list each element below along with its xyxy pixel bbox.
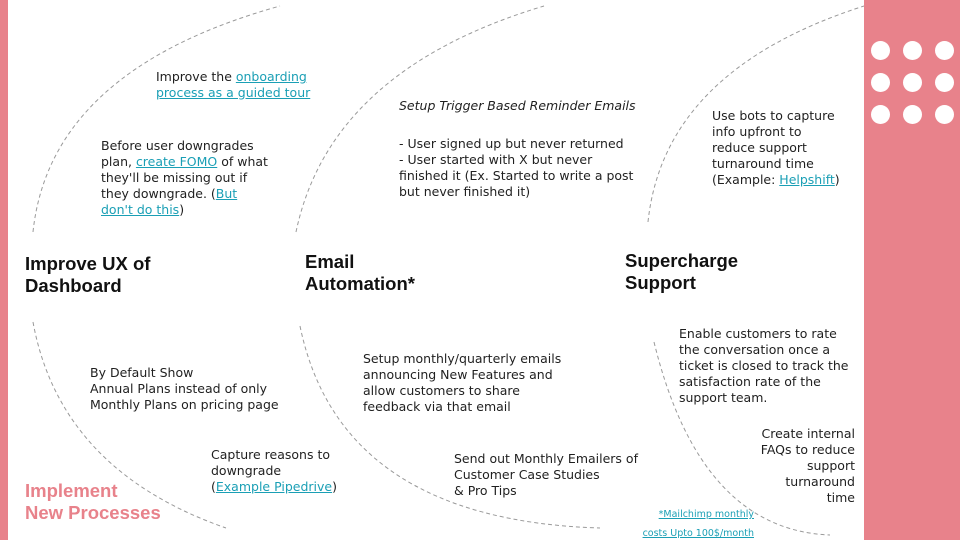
bots-tip (712, 108, 840, 188)
downgrade-line: plan, (101, 154, 136, 169)
tip-line: announcing New Features and (363, 367, 553, 382)
tip-line: ( (211, 479, 216, 494)
create-fomo-link[interactable]: create FOMO (135, 154, 218, 169)
tip-line: downgrade (211, 463, 282, 478)
monthly-emailers-tip (454, 451, 638, 499)
tip-line: reduce support (712, 140, 807, 155)
downgrade-line: ) (179, 202, 185, 217)
tip-line: support team. (679, 390, 768, 405)
heading-line: Support (625, 272, 696, 293)
tip-line: support (807, 458, 855, 473)
downgrade-line: they downgrade. ( (101, 186, 216, 201)
downgrade-line: of what (217, 154, 268, 169)
list-item: - User started with X but never (399, 152, 593, 167)
list-item: - User signed up but never returned (399, 136, 624, 151)
default-show-tip (90, 365, 279, 413)
tip-line: (Example: (712, 172, 780, 187)
tip-line: FAQs to reduce (760, 442, 855, 457)
tip-line: Annual Plans instead of only (90, 381, 268, 396)
decor-dot (935, 73, 954, 92)
trigger-emails-list (399, 136, 633, 200)
tip-line: Capture reasons to (211, 447, 331, 462)
decor-dot (935, 105, 954, 124)
heading-improve-ux (25, 253, 150, 297)
tip-line: By Default Show (90, 365, 194, 380)
heading-supercharge-support (625, 250, 738, 294)
tip-line: ticket is closed to track the (679, 358, 849, 373)
heading-email-automation (305, 251, 415, 295)
tip-line: turnaround (785, 474, 855, 489)
downgrade-tip (101, 138, 268, 218)
tip-line: allow customers to share (363, 383, 520, 398)
decor-dot (871, 105, 890, 124)
heading-implement-new-processes (25, 480, 161, 524)
list-item: but never finished it) (399, 184, 531, 199)
decor-dot (903, 73, 922, 92)
mailchimp-footnote-link[interactable]: *Mailchimp monthly (658, 509, 754, 520)
heading-line: New Processes (25, 502, 161, 523)
but-link[interactable]: But (215, 186, 238, 201)
decor-dot (903, 105, 922, 124)
tip-line: feedback via that email (363, 399, 511, 414)
downgrade-line: Before user downgrades (101, 138, 254, 153)
dont-do-this-link[interactable]: don't do this (101, 202, 180, 217)
internal-faq-tip (735, 426, 855, 506)
heading-line: Automation* (305, 273, 415, 294)
onboarding-link[interactable]: onboarding (235, 69, 307, 84)
tip-line: Create internal (761, 426, 855, 441)
tip-line: Monthly Plans on pricing page (90, 397, 279, 412)
capture-reasons-tip (211, 447, 337, 495)
tip-line: turnaround time (712, 156, 814, 171)
trigger-emails-title: Setup Trigger Based Reminder Emails (399, 98, 636, 113)
onboarding-prefix: Improve the (156, 69, 236, 84)
decor-dot (903, 41, 922, 60)
heading-line: Supercharge (625, 250, 739, 271)
tip-line: ) (834, 172, 840, 187)
decor-dot (871, 73, 890, 92)
mailchimp-footnote (600, 502, 754, 540)
rate-conversation-tip (679, 326, 849, 406)
list-item: finished it (Ex. Started to write a post (399, 168, 634, 183)
decor-dot (935, 41, 954, 60)
tip-line: & Pro Tips (454, 483, 517, 498)
heading-line: Improve UX of (25, 253, 151, 274)
tip-line: time (826, 490, 855, 505)
decor-dot (871, 41, 890, 60)
heading-line: Email (305, 251, 355, 272)
helpshift-link[interactable]: Helpshift (779, 172, 835, 187)
downgrade-line: they'll be missing out if (101, 170, 248, 185)
tip-line: Send out Monthly Emailers of (454, 451, 638, 466)
onboarding-tip (156, 69, 310, 101)
mailchimp-footnote-link-cont[interactable]: costs Upto 100$/month (642, 528, 754, 539)
heading-line: Dashboard (25, 275, 122, 296)
tip-line: info upfront to (712, 124, 802, 139)
onboarding-link-cont[interactable]: process as a guided tour (156, 85, 311, 100)
heading-line: Implement (25, 480, 118, 501)
example-pipedrive-link[interactable]: Example Pipedrive (215, 479, 333, 494)
tip-line: Setup monthly/quarterly emails (363, 351, 562, 366)
tip-line: Use bots to capture (712, 108, 835, 123)
monthly-emails-tip (363, 351, 561, 415)
tip-line: the conversation once a (679, 342, 831, 357)
tip-line: satisfaction rate of the (679, 374, 821, 389)
tip-line: Customer Case Studies (454, 467, 600, 482)
tip-line: Enable customers to rate (679, 326, 837, 341)
tip-line: ) (332, 479, 337, 494)
right-accent-panel (864, 0, 960, 540)
